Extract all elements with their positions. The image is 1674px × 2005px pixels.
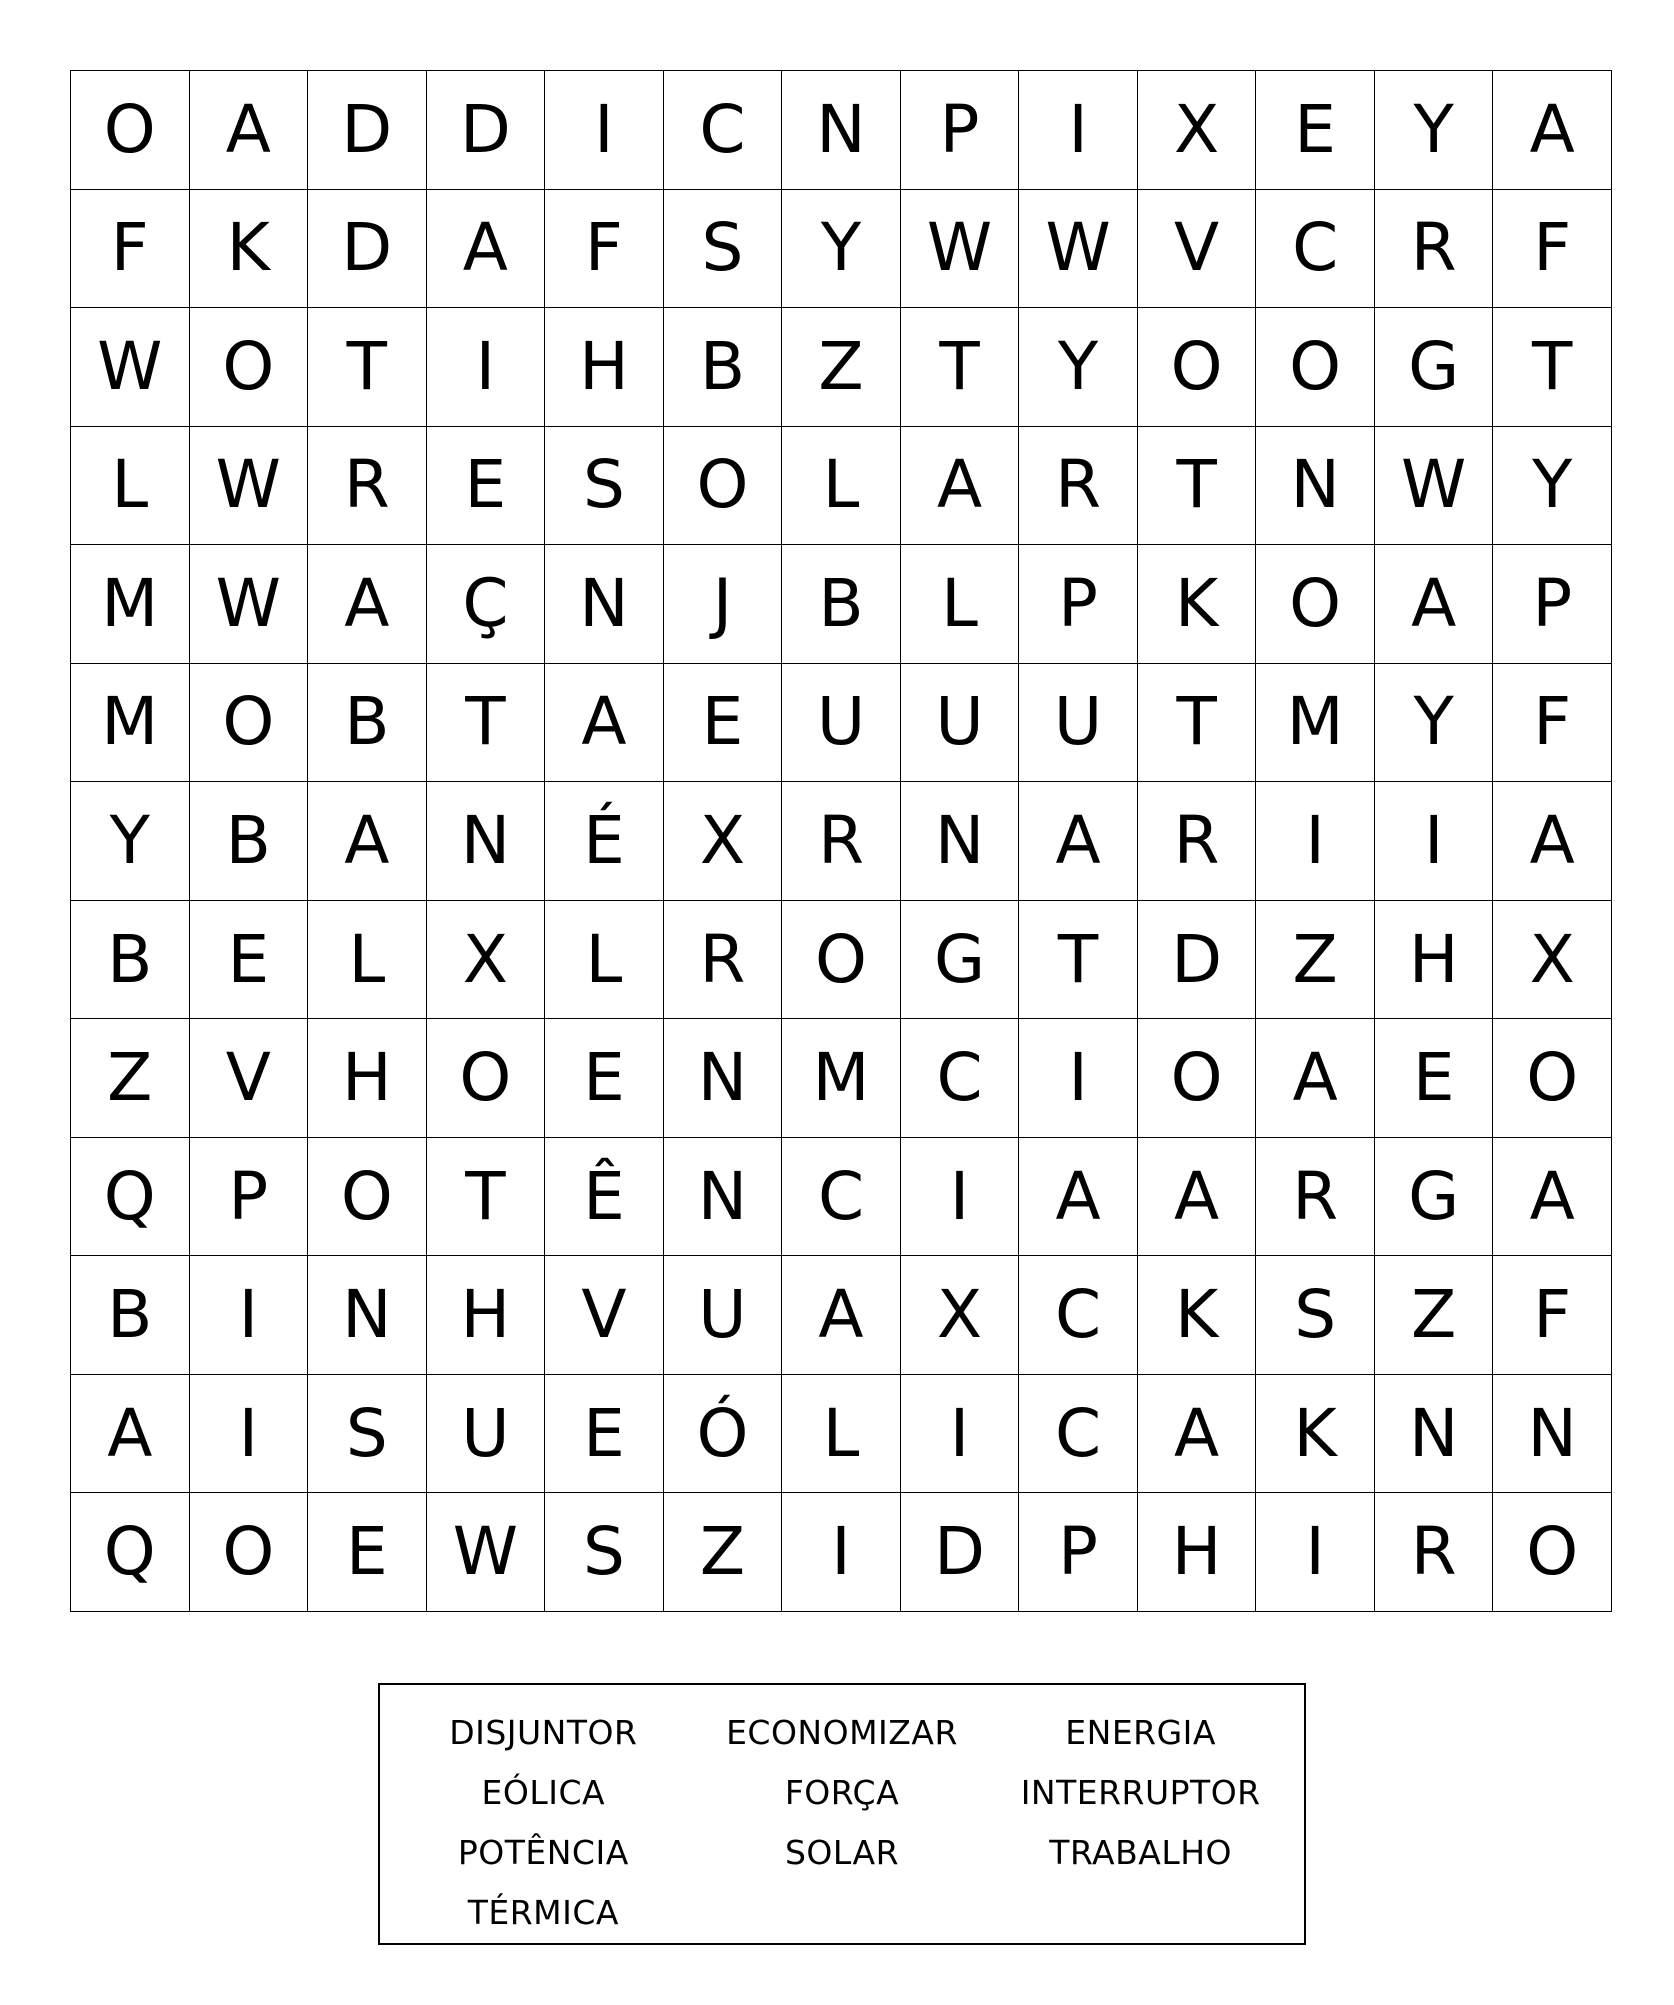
word-bank-item: ENERGIA xyxy=(1065,1713,1216,1752)
grid-cell[interactable]: T xyxy=(1019,901,1138,1020)
grid-cell[interactable]: L xyxy=(782,1375,901,1494)
grid-cell[interactable]: P xyxy=(1019,1493,1138,1612)
grid-cell[interactable]: F xyxy=(545,190,664,309)
grid-cell[interactable]: R xyxy=(1138,782,1257,901)
grid-cell[interactable]: A xyxy=(545,664,664,783)
grid-cell[interactable]: Y xyxy=(1493,427,1612,546)
word-bank-item: ECONOMIZAR xyxy=(726,1713,958,1752)
grid-cell[interactable]: S xyxy=(545,1493,664,1612)
grid-cell[interactable]: B xyxy=(782,545,901,664)
grid-cell[interactable]: U xyxy=(664,1256,783,1375)
grid-cell[interactable]: E xyxy=(308,1493,427,1612)
grid-cell[interactable]: G xyxy=(1375,308,1494,427)
grid-cell[interactable]: Z xyxy=(1256,901,1375,1020)
grid-cell[interactable]: Z xyxy=(664,1493,783,1612)
grid-cell[interactable]: Y xyxy=(1019,308,1138,427)
grid-cell[interactable]: U xyxy=(1019,664,1138,783)
grid-cell[interactable]: X xyxy=(1493,901,1612,1020)
grid-cell[interactable]: A xyxy=(1138,1138,1257,1257)
grid-cell[interactable]: Q xyxy=(71,1138,190,1257)
grid-cell[interactable]: I xyxy=(1375,782,1494,901)
grid-cell[interactable]: E xyxy=(190,901,309,1020)
grid-cell[interactable]: U xyxy=(782,664,901,783)
grid-cell[interactable]: L xyxy=(545,901,664,1020)
grid-cell[interactable]: O xyxy=(1256,308,1375,427)
grid-cell[interactable]: M xyxy=(71,545,190,664)
grid-cell[interactable]: W xyxy=(190,545,309,664)
grid-cell[interactable]: T xyxy=(427,1138,546,1257)
grid-cell[interactable]: N xyxy=(308,1256,427,1375)
grid-cell[interactable]: L xyxy=(308,901,427,1020)
word-bank-item: INTERRUPTOR xyxy=(1020,1773,1261,1812)
grid-cell[interactable]: X xyxy=(901,1256,1020,1375)
grid-cell[interactable]: I xyxy=(1019,1019,1138,1138)
grid-cell[interactable]: P xyxy=(1019,545,1138,664)
grid-cell[interactable]: N xyxy=(545,545,664,664)
grid-cell[interactable]: B xyxy=(190,782,309,901)
grid-cell[interactable]: P xyxy=(1493,545,1612,664)
grid-cell[interactable]: L xyxy=(901,545,1020,664)
grid-cell[interactable]: K xyxy=(190,190,309,309)
grid-cell[interactable]: Y xyxy=(71,782,190,901)
grid-cell[interactable]: M xyxy=(1256,664,1375,783)
grid-cell[interactable]: K xyxy=(1256,1375,1375,1494)
grid-cell[interactable]: W xyxy=(1019,190,1138,309)
grid-cell[interactable]: N xyxy=(1375,1375,1494,1494)
grid-cell[interactable]: T xyxy=(1138,664,1257,783)
grid-cell[interactable]: N xyxy=(1493,1375,1612,1494)
grid-cell[interactable]: Ç xyxy=(427,545,546,664)
grid-cell[interactable]: T xyxy=(427,664,546,783)
grid-cell[interactable]: R xyxy=(664,901,783,1020)
grid-cell[interactable]: V xyxy=(545,1256,664,1375)
grid-cell[interactable]: B xyxy=(71,901,190,1020)
grid-cell[interactable]: Ó xyxy=(664,1375,783,1494)
grid-cell[interactable]: N xyxy=(427,782,546,901)
grid-cell[interactable]: V xyxy=(1138,190,1257,309)
grid-cell[interactable]: N xyxy=(664,1138,783,1257)
grid-cell[interactable]: S xyxy=(664,190,783,309)
grid-cell[interactable]: O xyxy=(782,901,901,1020)
grid-cell[interactable]: I xyxy=(190,1256,309,1375)
grid-cell[interactable]: T xyxy=(308,308,427,427)
grid-cell[interactable]: B xyxy=(308,664,427,783)
grid-cell[interactable]: Z xyxy=(71,1019,190,1138)
grid-cell[interactable]: W xyxy=(1375,427,1494,546)
grid-cell[interactable]: E xyxy=(427,427,546,546)
grid-cell[interactable]: U xyxy=(427,1375,546,1494)
grid-cell[interactable]: E xyxy=(545,1375,664,1494)
grid-cell[interactable]: L xyxy=(782,427,901,546)
grid-cell[interactable]: U xyxy=(901,664,1020,783)
grid-cell[interactable]: W xyxy=(71,308,190,427)
grid-cell[interactable]: É xyxy=(545,782,664,901)
grid-cell[interactable]: C xyxy=(664,71,783,190)
grid-cell[interactable]: I xyxy=(545,71,664,190)
grid-cell[interactable]: K xyxy=(1138,1256,1257,1375)
grid-cell[interactable]: Ê xyxy=(545,1138,664,1257)
grid-cell[interactable]: O xyxy=(664,427,783,546)
grid-cell[interactable]: E xyxy=(1375,1019,1494,1138)
grid-cell[interactable]: A xyxy=(782,1256,901,1375)
grid-cell[interactable]: Y xyxy=(782,190,901,309)
grid-cell[interactable]: S xyxy=(308,1375,427,1494)
grid-cell[interactable]: Y xyxy=(1375,71,1494,190)
grid-cell[interactable]: Y xyxy=(1375,664,1494,783)
grid-cell[interactable]: F xyxy=(71,190,190,309)
grid-cell[interactable]: A xyxy=(1256,1019,1375,1138)
grid-cell[interactable]: D xyxy=(308,71,427,190)
grid-cell[interactable]: F xyxy=(1493,664,1612,783)
grid-cell[interactable]: M xyxy=(782,1019,901,1138)
grid-cell[interactable]: Q xyxy=(71,1493,190,1612)
grid-cell[interactable]: Z xyxy=(782,308,901,427)
grid-cell[interactable]: A xyxy=(308,545,427,664)
grid-cell[interactable]: C xyxy=(1019,1375,1138,1494)
grid-cell[interactable]: X xyxy=(427,901,546,1020)
grid-cell[interactable]: H xyxy=(1138,1493,1257,1612)
grid-cell[interactable]: A xyxy=(71,1375,190,1494)
grid-cell[interactable]: O xyxy=(1256,545,1375,664)
grid-cell[interactable]: O xyxy=(1138,308,1257,427)
grid-cell[interactable]: X xyxy=(664,782,783,901)
grid-cell[interactable]: D xyxy=(901,1493,1020,1612)
grid-cell[interactable]: C xyxy=(901,1019,1020,1138)
grid-cell[interactable]: O xyxy=(190,308,309,427)
word-bank-item: TRABALHO xyxy=(1049,1833,1233,1872)
grid-cell[interactable]: H xyxy=(308,1019,427,1138)
grid-cell[interactable]: A xyxy=(427,190,546,309)
grid-cell[interactable]: O xyxy=(1138,1019,1257,1138)
grid-cell[interactable]: D xyxy=(427,71,546,190)
grid-cell[interactable]: T xyxy=(1138,427,1257,546)
grid-cell[interactable]: E xyxy=(545,1019,664,1138)
grid-cell[interactable]: O xyxy=(1493,1019,1612,1138)
grid-cell[interactable]: N xyxy=(782,71,901,190)
grid-cell[interactable]: B xyxy=(664,308,783,427)
grid-cell[interactable]: S xyxy=(545,427,664,546)
grid-cell[interactable]: R xyxy=(1375,1493,1494,1612)
grid-cell[interactable]: O xyxy=(71,71,190,190)
grid-cell[interactable]: F xyxy=(1493,1256,1612,1375)
grid-cell[interactable]: I xyxy=(1256,782,1375,901)
grid-cell[interactable]: R xyxy=(782,782,901,901)
grid-cell[interactable]: C xyxy=(782,1138,901,1257)
grid-cell[interactable]: T xyxy=(1493,308,1612,427)
grid-cell[interactable]: X xyxy=(1138,71,1257,190)
grid-cell[interactable]: O xyxy=(308,1138,427,1257)
grid-cell[interactable]: I xyxy=(427,308,546,427)
grid-cell[interactable]: I xyxy=(1256,1493,1375,1612)
grid-cell[interactable]: M xyxy=(71,664,190,783)
grid-cell[interactable]: R xyxy=(1256,1138,1375,1257)
grid-cell[interactable]: G xyxy=(1375,1138,1494,1257)
grid-cell[interactable]: H xyxy=(545,308,664,427)
grid-cell[interactable]: O xyxy=(190,664,309,783)
grid-cell[interactable]: H xyxy=(1375,901,1494,1020)
grid-cell[interactable]: A xyxy=(1493,71,1612,190)
grid-cell[interactable]: I xyxy=(1019,71,1138,190)
grid-cell[interactable]: D xyxy=(1138,901,1257,1020)
word-bank-item: POTÊNCIA xyxy=(457,1833,629,1872)
grid-cell[interactable]: I xyxy=(901,1138,1020,1257)
grid-cell[interactable]: J xyxy=(664,545,783,664)
grid-cell[interactable]: W xyxy=(901,190,1020,309)
grid-cell[interactable]: C xyxy=(1256,190,1375,309)
grid-cell[interactable]: H xyxy=(427,1256,546,1375)
grid-cell[interactable]: A xyxy=(1138,1375,1257,1494)
grid-cell[interactable]: A xyxy=(1493,1138,1612,1257)
grid-cell[interactable]: L xyxy=(71,427,190,546)
word-bank-item: TÉRMICA xyxy=(467,1893,619,1932)
grid-cell[interactable]: E xyxy=(664,664,783,783)
grid-cell[interactable]: G xyxy=(901,901,1020,1020)
word-bank xyxy=(378,1683,1306,1945)
grid-cell[interactable]: A xyxy=(1019,782,1138,901)
grid-cell[interactable]: I xyxy=(782,1493,901,1612)
word-bank-item: SOLAR xyxy=(784,1833,900,1872)
grid-cell[interactable]: Z xyxy=(1375,1256,1494,1375)
letter-grid xyxy=(70,70,1612,1612)
grid-cell[interactable]: T xyxy=(901,308,1020,427)
grid-cell[interactable]: D xyxy=(308,190,427,309)
grid-cell[interactable]: O xyxy=(427,1019,546,1138)
grid-cell[interactable]: E xyxy=(1256,71,1375,190)
grid-cell[interactable]: A xyxy=(190,71,309,190)
grid-cell[interactable]: A xyxy=(901,427,1020,546)
word-bank-item: DISJUNTOR xyxy=(449,1713,638,1752)
grid-cell[interactable]: A xyxy=(1493,782,1612,901)
grid-cell[interactable]: N xyxy=(1256,427,1375,546)
grid-cell[interactable]: K xyxy=(1138,545,1257,664)
grid-cell[interactable]: I xyxy=(901,1375,1020,1494)
grid-cell[interactable]: V xyxy=(190,1019,309,1138)
grid-cell[interactable]: A xyxy=(1375,545,1494,664)
grid-cell[interactable]: R xyxy=(1019,427,1138,546)
grid-cell[interactable]: P xyxy=(190,1138,309,1257)
grid-cell[interactable]: A xyxy=(1019,1138,1138,1257)
grid-cell[interactable]: N xyxy=(664,1019,783,1138)
word-bank-item: FORÇA xyxy=(784,1773,900,1812)
grid-cell[interactable]: P xyxy=(901,71,1020,190)
grid-cell[interactable]: N xyxy=(901,782,1020,901)
grid-cell[interactable]: O xyxy=(1493,1493,1612,1612)
grid-cell[interactable]: O xyxy=(190,1493,309,1612)
grid-cell[interactable]: S xyxy=(1256,1256,1375,1375)
word-bank-item: EÓLICA xyxy=(481,1773,606,1812)
grid-cell[interactable]: A xyxy=(308,782,427,901)
grid-cell[interactable]: W xyxy=(427,1493,546,1612)
grid-cell[interactable]: R xyxy=(1375,190,1494,309)
grid-cell[interactable]: B xyxy=(71,1256,190,1375)
grid-cell[interactable]: I xyxy=(190,1375,309,1494)
grid-cell[interactable]: C xyxy=(1019,1256,1138,1375)
grid-cell[interactable]: W xyxy=(190,427,309,546)
grid-cell[interactable]: R xyxy=(308,427,427,546)
grid-cell[interactable]: F xyxy=(1493,190,1612,309)
